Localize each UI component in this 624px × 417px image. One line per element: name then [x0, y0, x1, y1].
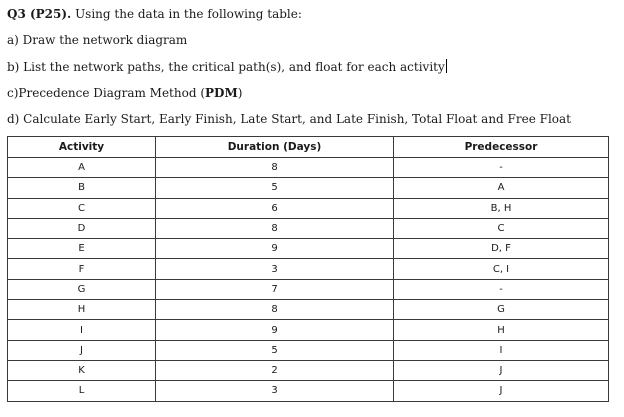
- question-heading: [7, 6, 302, 22]
- duration-cell: 9: [156, 320, 394, 340]
- activity-cell: J: [8, 340, 156, 360]
- table-row: [8, 360, 609, 380]
- table-row: [8, 239, 609, 259]
- table-row: [8, 218, 609, 238]
- duration-cell: 8: [156, 218, 394, 238]
- duration-cell: 9: [156, 239, 394, 259]
- question-intro: Using the data in the following table:: [71, 7, 302, 21]
- header-predecessor: Predecessor: [394, 137, 609, 158]
- question-part-c: [7, 85, 242, 101]
- predecessor-cell: C: [394, 218, 609, 238]
- predecessor-cell: D, F: [394, 239, 609, 259]
- table-row: [8, 198, 609, 218]
- activity-cell: D: [8, 218, 156, 238]
- table-row: [8, 381, 609, 401]
- table-row: [8, 158, 609, 178]
- duration-cell: 5: [156, 340, 394, 360]
- predecessor-cell: -: [394, 158, 609, 178]
- predecessor-cell: C, I: [394, 259, 609, 279]
- table-row: [8, 340, 609, 360]
- activity-cell: K: [8, 360, 156, 380]
- predecessor-cell: -: [394, 279, 609, 299]
- question-label: Q3 (P25).: [7, 7, 72, 21]
- predecessor-cell: H: [394, 320, 609, 340]
- predecessor-cell: J: [394, 381, 609, 401]
- table-row: [8, 300, 609, 320]
- duration-cell: 6: [156, 198, 394, 218]
- activity-table: [7, 136, 609, 402]
- predecessor-cell: A: [394, 178, 609, 198]
- header-duration: Duration (Days): [156, 137, 394, 158]
- activity-cell: L: [8, 381, 156, 401]
- activity-cell: H: [8, 300, 156, 320]
- text-cursor: [446, 59, 447, 73]
- activity-cell: B: [8, 178, 156, 198]
- question-part-b-text: b) List the network paths, the critical path(s), and float for each activity: [7, 60, 445, 74]
- question-part-c-suffix: ): [237, 86, 243, 100]
- activity-cell: I: [8, 320, 156, 340]
- duration-cell: 3: [156, 259, 394, 279]
- question-part-c-bold: PDM: [205, 86, 238, 100]
- activity-cell: G: [8, 279, 156, 299]
- duration-cell: 8: [156, 300, 394, 320]
- table-header-row: [8, 137, 609, 158]
- activity-cell: C: [8, 198, 156, 218]
- duration-cell: 8: [156, 158, 394, 178]
- predecessor-cell: G: [394, 300, 609, 320]
- table-row: [8, 320, 609, 340]
- predecessor-cell: J: [394, 360, 609, 380]
- duration-cell: 7: [156, 279, 394, 299]
- predecessor-cell: I: [394, 340, 609, 360]
- question-part-c-prefix: c)Precedence Diagram Method (: [7, 86, 206, 100]
- duration-cell: 2: [156, 360, 394, 380]
- question-part-a: a) Draw the network diagram: [7, 33, 188, 47]
- table-row: [8, 178, 609, 198]
- table-row: [8, 259, 609, 279]
- table-row: [8, 279, 609, 299]
- activity-cell: A: [8, 158, 156, 178]
- question-part-d: d) Calculate Early Start, Early Finish, Late Start, and Late Finish, Total Float and Free Float: [7, 112, 571, 126]
- duration-cell: 5: [156, 178, 394, 198]
- duration-cell: 3: [156, 381, 394, 401]
- question-part-b[interactable]: [7, 59, 447, 75]
- activity-cell: E: [8, 239, 156, 259]
- predecessor-cell: B, H: [394, 198, 609, 218]
- header-activity: Activity: [8, 137, 156, 158]
- activity-cell: F: [8, 259, 156, 279]
